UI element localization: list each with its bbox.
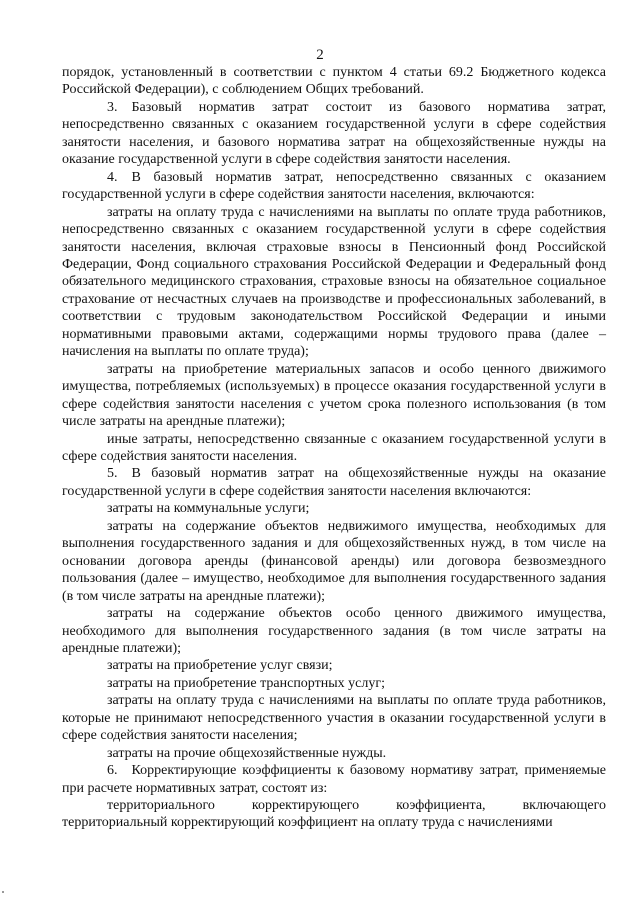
paragraph-3: 3. Базовый норматив затрат состоит из базового норматива затрат, непосредственно связанных с оказанием государственной услуги в сфере содействия занятости населения, и базового норматива затрат на общехозяйственные нужды на оказание государственной услуги в сфере содействия занятости населения. <box>62 99 606 168</box>
paragraph-5-item-utilities: затраты на коммунальные услуги; <box>107 501 310 517</box>
paragraph-6: 6. Корректирующие коэффициенты к базовому нормативу затрат, применяемые при расчете нормативных затрат, состоят из: <box>62 763 606 796</box>
paragraph-5-item-transport: затраты на приобретение транспортных услуг; <box>107 675 385 691</box>
scan-artifact <box>2 891 4 893</box>
paragraph-4: 4. В базовый норматив затрат, непосредственно связанных с оказанием государственной услуги в сфере содействия занятости населения, включаются: <box>62 169 606 203</box>
paragraph-5-item-real-estate: затраты на содержание объектов недвижимого имущества, необходимых для выполнения государственного задания и для общехозяйственных нужд, в том числе на основании договора аренды (финансовой аренды) или договора безвозмездного пользования (далее – имущество, необходимое для выполнения государственного задания (в том числе затраты на арендные платежи); <box>62 518 606 604</box>
paragraph-4-item-labor-costs: затраты на оплату труда с начислениями на выплаты по оплате труда работников, непосредственно связанных с оказанием государственной услуги в сфере содействия занятости населения, включая страховые взносы в Пенсионный фонд Российской Федерации, Фонд социального страхования Российской Федерации и Федеральный фонд обязательного медицинского страхования, страховые взносы на обязательное социальное страхование от несчастных случаев на производстве и профессиональных заболеваний, в соответствии с трудовым законодательством Российской Федерации и иными нормативными правовыми актами, содержащими нормы трудового права (далее – начисления на выплаты по оплате труда); <box>62 204 606 360</box>
document-body <box>62 64 606 832</box>
paragraph-5: 5. В базовый норматив затрат на общехозяйственные нужды на оказание государственной услуги в сфере содействия занятости населения включаются: <box>62 466 606 499</box>
paragraph-5-item-staff-labor: затраты на оплату труда с начислениями на выплаты по оплате труда работников, которые не принимают непосредственного участия в оказании государственной услуги в сфере содействия занятости населения; <box>62 693 606 744</box>
paragraph-4-item-other-costs: иные затраты, непосредственно связанные с оказанием государственной услуги в сфере содействия занятости населения. <box>62 431 606 464</box>
paragraph-5-item-movable-property: затраты на содержание объектов особо ценного движимого имущества, необходимого для выполнения государственного задания (в том числе затраты на арендные платежи); <box>62 606 606 656</box>
page-number: 2 <box>316 47 324 63</box>
paragraph-6-item-territorial: территориального корректирующего коэффициента, включающего территориальный корректирующий коэффициент на оплату труда с начислениями <box>62 798 606 831</box>
paragraph-5-item-communication: затраты на приобретение услуг связи; <box>107 658 333 674</box>
paragraph-5-item-other-needs: затраты на прочие общехозяйственные нужды. <box>107 745 387 761</box>
paragraph-4-item-material-costs: затраты на приобретение материальных запасов и особо ценного движимого имущества, потребляемых (используемых) в процессе оказания государственной услуги в сфере содействия занятости населения с учетом срока полезного использования (в том числе затраты на арендные платежи); <box>62 361 606 430</box>
paragraph-continuation: порядок, установленный в соответствии с пунктом 4 статьи 69.2 Бюджетного кодекса Российской Федерации), с соблюдением Общих требований. <box>62 65 606 98</box>
